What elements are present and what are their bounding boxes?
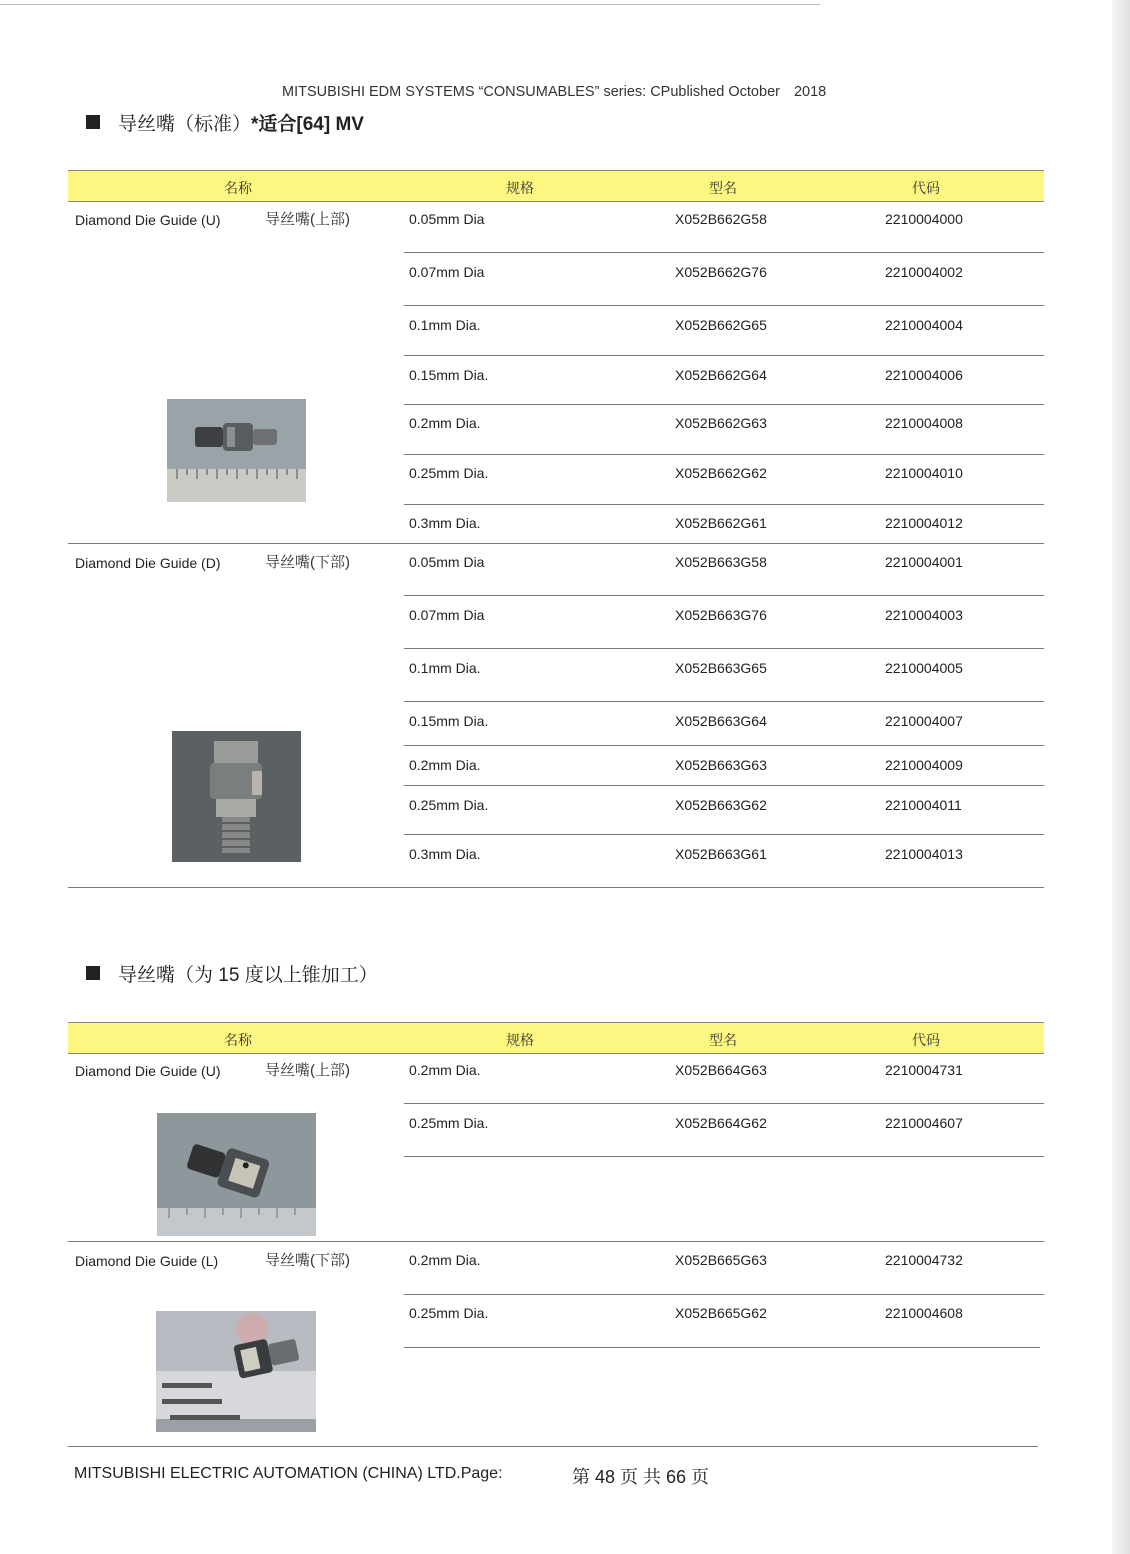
group-name-cn: 导丝嘴(下部)	[265, 1252, 350, 1269]
table-row-spec: 0.15mm Dia.	[409, 367, 489, 383]
row-divider	[404, 252, 1044, 253]
table-row-spec: 0.2mm Dia.	[409, 1252, 481, 1268]
publish-year: 2018	[793, 84, 827, 100]
document-header	[282, 84, 826, 100]
table-row-code: 2210004008	[885, 415, 963, 431]
table-row-model: X052B664G63	[675, 1062, 767, 1078]
table-row-model: X052B662G58	[675, 211, 767, 227]
col-header-name: 名称	[224, 180, 252, 196]
table-row-code: 2210004013	[885, 846, 963, 862]
section2-title-cn: 导丝嘴（为 15 度以上锥加工）	[118, 965, 378, 986]
table-row-model: X052B663G76	[675, 607, 767, 623]
footer-company: MITSUBISHI ELECTRIC AUTOMATION (CHINA) LTD.Page:	[74, 1465, 503, 1482]
table-row-spec: 0.05mm Dia	[409, 554, 485, 570]
table-row-code: 2210004607	[885, 1115, 963, 1131]
table-row-model: X052B663G65	[675, 660, 767, 676]
section1-title-cn: 导丝嘴（标准）	[118, 114, 252, 135]
table-row-code: 2210004001	[885, 554, 963, 570]
group-divider	[68, 543, 1044, 544]
table-row-model: X052B662G65	[675, 317, 767, 333]
table-row-spec: 0.1mm Dia.	[409, 317, 481, 333]
taper-guide-upper-photo	[157, 1113, 316, 1236]
col-header-model: 型名	[709, 180, 737, 196]
row-divider	[404, 595, 1044, 596]
col-header-code: 代码	[912, 1032, 940, 1048]
col-header-spec: 规格	[506, 1032, 534, 1048]
table-row-code: 2210004000	[885, 211, 963, 227]
table-row-model: X052B665G63	[675, 1252, 767, 1268]
scan-top-line	[0, 4, 820, 5]
row-divider	[404, 1294, 1044, 1295]
table-row-code: 2210004005	[885, 660, 963, 676]
row-divider	[404, 305, 1044, 306]
die-guide-lower-photo	[172, 731, 301, 862]
row-divider	[404, 648, 1044, 649]
table-row-code: 2210004731	[885, 1062, 963, 1078]
table-row-spec: 0.07mm Dia	[409, 607, 485, 623]
die-guide-upper-photo	[167, 399, 306, 502]
table-row-model: X052B663G58	[675, 554, 767, 570]
scan-right-edge	[1112, 0, 1130, 1554]
table-row-spec: 0.3mm Dia.	[409, 515, 481, 531]
table-row-code: 2210004010	[885, 465, 963, 481]
row-divider	[404, 454, 1044, 455]
table-row-spec: 0.15mm Dia.	[409, 713, 489, 729]
group-divider	[68, 1241, 1044, 1242]
row-divider	[404, 745, 1044, 746]
table-row-spec: 0.07mm Dia	[409, 264, 485, 280]
section2-title	[86, 960, 378, 987]
row-divider	[404, 504, 1044, 505]
col-header-spec: 规格	[506, 180, 534, 196]
table-row-spec: 0.2mm Dia.	[409, 757, 481, 773]
group-name-cn: 导丝嘴(上部)	[265, 211, 350, 228]
table-row-code: 2210004006	[885, 367, 963, 383]
table-row-spec: 0.25mm Dia.	[409, 1115, 489, 1131]
section1-title	[86, 109, 364, 136]
row-divider	[404, 404, 1044, 405]
row-divider	[404, 1103, 1044, 1104]
bullet-square-icon	[86, 966, 100, 980]
table-row-spec: 0.25mm Dia.	[409, 1305, 489, 1321]
table-row-code: 2210004003	[885, 607, 963, 623]
section1-table-bottom	[68, 887, 1044, 888]
row-divider	[404, 1347, 1040, 1348]
table-row-model: X052B662G76	[675, 264, 767, 280]
table-row-spec: 0.3mm Dia.	[409, 846, 481, 862]
table-row-model: X052B662G61	[675, 515, 767, 531]
table-row-code: 2210004007	[885, 713, 963, 729]
table-row-model: X052B663G62	[675, 797, 767, 813]
table-row-model: X052B662G64	[675, 367, 767, 383]
section1-table-header	[68, 170, 1044, 202]
row-divider	[404, 355, 1044, 356]
col-header-model: 型名	[709, 1032, 737, 1048]
table-row-code: 2210004012	[885, 515, 963, 531]
group-name-en: Diamond Die Guide (U)	[75, 212, 221, 228]
row-divider	[404, 785, 1044, 786]
group-name-cn: 导丝嘴(上部)	[265, 1062, 350, 1079]
table-row-spec: 0.25mm Dia.	[409, 797, 489, 813]
table-row-model: X052B664G62	[675, 1115, 767, 1131]
table-row-spec: 0.25mm Dia.	[409, 465, 489, 481]
col-header-code: 代码	[912, 180, 940, 196]
table-row-code: 2210004002	[885, 264, 963, 280]
group-name-en: Diamond Die Guide (D)	[75, 555, 221, 571]
table-row-spec: 0.05mm Dia	[409, 211, 485, 227]
col-header-name: 名称	[224, 1032, 252, 1048]
row-divider	[404, 834, 1044, 835]
group-name-en: Diamond Die Guide (U)	[75, 1063, 221, 1079]
section2-table-bottom	[68, 1446, 1038, 1447]
footer-page-number: 第 48 页 共 66 页	[572, 1467, 710, 1487]
table-row-code: 2210004608	[885, 1305, 963, 1321]
group-name-en: Diamond Die Guide (L)	[75, 1253, 219, 1269]
table-row-code: 2210004004	[885, 317, 963, 333]
table-row-model: X052B662G63	[675, 415, 767, 431]
table-row-code: 2210004011	[885, 797, 962, 813]
section1-title-suffix: *适合[64] MV	[251, 114, 364, 135]
table-row-spec: 0.2mm Dia.	[409, 1062, 481, 1078]
table-row-model: X052B662G62	[675, 465, 767, 481]
group-name-cn: 导丝嘴(下部)	[265, 554, 350, 571]
table-row-spec: 0.2mm Dia.	[409, 415, 481, 431]
row-divider	[404, 701, 1044, 702]
table-row-model: X052B663G63	[675, 757, 767, 773]
table-row-model: X052B665G62	[675, 1305, 767, 1321]
table-row-spec: 0.1mm Dia.	[409, 660, 481, 676]
section2-table-header	[68, 1022, 1044, 1054]
taper-guide-lower-photo	[156, 1311, 316, 1432]
table-row-model: X052B663G64	[675, 713, 767, 729]
row-divider	[404, 1156, 1044, 1157]
table-row-code: 2210004732	[885, 1252, 963, 1268]
table-row-code: 2210004009	[885, 757, 963, 773]
bullet-square-icon	[86, 115, 100, 129]
publisher-line: MITSUBISHI EDM SYSTEMS “CONSUMABLES” series: CPublished October	[282, 84, 780, 100]
table-row-model: X052B663G61	[675, 846, 767, 862]
